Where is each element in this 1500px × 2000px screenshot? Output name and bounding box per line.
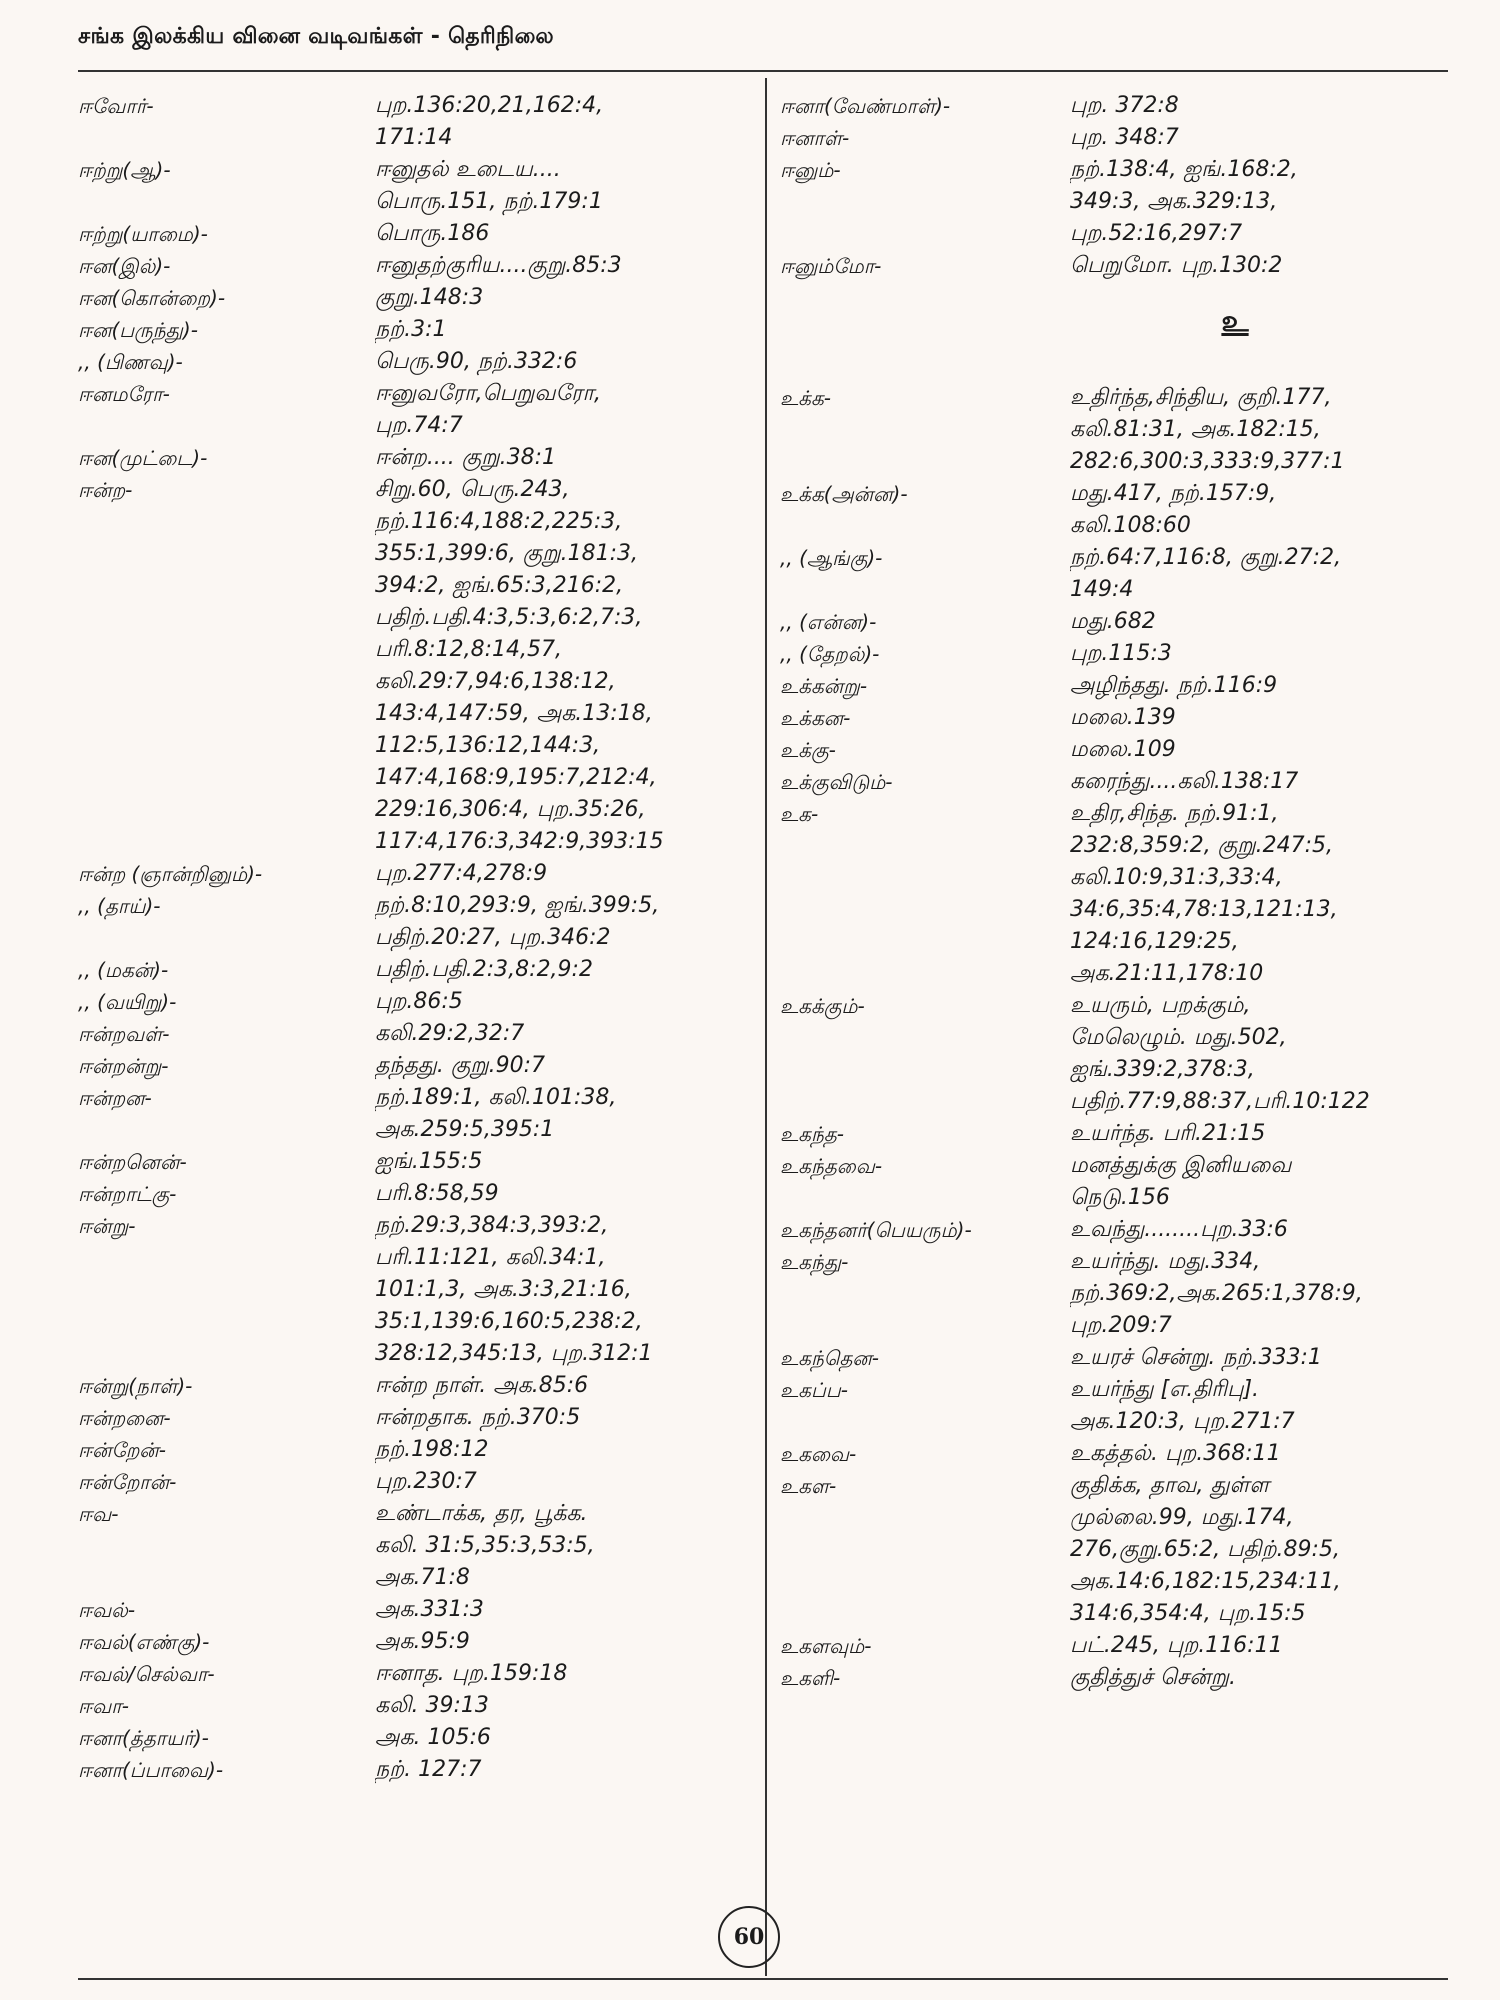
reference-line: புற.230:7 [375, 1469, 477, 1494]
entry-references [375, 378, 758, 442]
dictionary-entry [78, 282, 758, 314]
reference-line: உயரச் சென்று. நற்.333:1 [1070, 1345, 1322, 1370]
entry-references [375, 1402, 758, 1434]
reference-line: நற்.29:3,384:3,393:2, [375, 1213, 609, 1238]
entry-headword: உகந்தவை- [780, 1154, 883, 1178]
reference-line: 229:16,306:4, புற.35:26, [375, 797, 646, 822]
entry-references [375, 1722, 758, 1754]
reference-line: அக.259:5,395:1 [375, 1117, 555, 1142]
reference-line: ஈனுதற்குரிய....குறு.85:3 [375, 253, 622, 278]
reference-line: கலி. 39:13 [375, 1693, 489, 1718]
reference-line: 147:4,168:9,195:7,212:4, [375, 765, 657, 790]
dictionary-entry [78, 954, 758, 986]
dictionary-entry [780, 766, 1450, 798]
reference-line: அக.21:11,178:10 [1070, 961, 1264, 986]
entry-references [375, 474, 758, 858]
reference-line: ஈன்றதாக. நற்.370:5 [375, 1405, 581, 1430]
footer-rule [78, 1978, 1448, 1980]
entry-headword: ஈனும்- [780, 158, 841, 182]
entry-headword: ஈவோர்- [78, 94, 154, 118]
header-rule [78, 70, 1448, 72]
reference-line: நற்.189:1, கலி.101:38, [375, 1085, 617, 1110]
entry-headword: ஈவா- [78, 1694, 129, 1718]
dictionary-entry [780, 1246, 1450, 1342]
column-divider [765, 78, 767, 1976]
reference-line: 124:16,129:25, [1070, 929, 1239, 954]
entry-references [375, 1018, 758, 1050]
dictionary-entry [78, 1434, 758, 1466]
dictionary-entry [78, 858, 758, 890]
entry-headword: ,, (வயிறு)- [78, 990, 177, 1014]
reference-line: அக.120:3, புற.271:7 [1070, 1409, 1295, 1434]
entry-references [1070, 1150, 1450, 1214]
reference-line: 101:1,3, அக.3:3,21:16, [375, 1277, 632, 1302]
dictionary-entry [780, 702, 1450, 734]
reference-line: ஈனாத. புற.159:18 [375, 1661, 568, 1686]
dictionary-entry [78, 1466, 758, 1498]
entry-headword: உகப்ப- [780, 1378, 848, 1402]
right-column-top-entries [780, 90, 1450, 282]
entry-headword: ஈவல்(எண்கு)- [78, 1630, 210, 1654]
entry-headword: ஈவ- [78, 1502, 119, 1526]
entry-references [375, 1434, 758, 1466]
entry-headword: ஈன(பருந்து)- [78, 318, 198, 342]
reference-line: அக.95:9 [375, 1629, 470, 1654]
reference-line: புற.115:3 [1070, 641, 1172, 666]
entry-headword: உகவை- [780, 1442, 857, 1466]
entry-references [1070, 638, 1450, 670]
entry-headword: ஈன்ற- [78, 478, 133, 502]
reference-line: கரைந்து....கலி.138:17 [1070, 769, 1299, 794]
reference-line: பதிற்.பதி.4:3,5:3,6:2,7:3, [375, 605, 643, 630]
section-letter: உ [1221, 304, 1249, 339]
entry-references [1070, 122, 1450, 154]
entry-references [1070, 478, 1450, 542]
dictionary-entry [78, 1626, 758, 1658]
reference-line: உதிர்ந்த,சிந்திய, குறி.177, [1070, 385, 1332, 410]
reference-line: 171:14 [375, 125, 453, 150]
entry-references [375, 1690, 758, 1722]
dictionary-entry [780, 478, 1450, 542]
entry-headword: உகளவும்- [780, 1634, 872, 1658]
reference-line: உயர்ந்து [எ.திரிபு]. [1070, 1377, 1260, 1402]
entry-references [1070, 702, 1450, 734]
entry-headword: ,, (பிணவு)- [78, 350, 183, 374]
entry-references [1070, 542, 1450, 606]
dictionary-entry [78, 1690, 758, 1722]
entry-references [1070, 1438, 1450, 1470]
entry-references [375, 282, 758, 314]
entry-references [1070, 250, 1450, 282]
entry-references [375, 1178, 758, 1210]
dictionary-entry [780, 1118, 1450, 1150]
entry-references [375, 986, 758, 1018]
reference-line: உண்டாக்க, தர, பூக்க. [375, 1501, 588, 1526]
dictionary-entry [78, 250, 758, 282]
entry-headword: ஈன்றனை- [78, 1406, 171, 1430]
entry-headword: ஈனமரோ- [78, 382, 170, 406]
page-header: சங்க இலக்கிய வினை வடிவங்கள் - தெரிநிலை [78, 24, 554, 49]
entry-references [1070, 1374, 1450, 1438]
entry-references [375, 1370, 758, 1402]
entry-headword: ஈன்றனென்- [78, 1150, 187, 1174]
reference-line: புற.52:16,297:7 [1070, 221, 1243, 246]
entry-headword: ஈனா(த்தாயர்)- [78, 1726, 209, 1750]
entry-headword: ,, (தாய்)- [78, 894, 161, 918]
reference-line: மலை.109 [1070, 737, 1176, 762]
reference-line: ஈன்ற.... குறு.38:1 [375, 445, 556, 470]
reference-line: 282:6,300:3,333:9,377:1 [1070, 449, 1345, 474]
entry-references [1070, 1246, 1450, 1342]
entry-headword: ஈன்றன- [78, 1086, 152, 1110]
entry-headword: உக்க- [780, 386, 831, 410]
entry-headword: ஈனும்மோ- [780, 254, 882, 278]
reference-line: நற்.64:7,116:8, குறு.27:2, [1070, 545, 1342, 570]
reference-line: பதிற்.20:27, புற.346:2 [375, 925, 611, 950]
reference-line: பொரு.151, நற்.179:1 [375, 189, 603, 214]
reference-line: நற். 127:7 [375, 1757, 482, 1782]
reference-line: பதிற்.77:9,88:37,பரி.10:122 [1070, 1089, 1370, 1114]
reference-line: நற்.116:4,188:2,225:3, [375, 509, 623, 534]
entry-headword: உக்க(அன்ன)- [780, 482, 908, 506]
dictionary-entry [780, 1150, 1450, 1214]
entry-headword: ஈன(இல்)- [78, 254, 171, 278]
entry-references [375, 1754, 758, 1786]
dictionary-entry [780, 798, 1450, 990]
dictionary-entry [780, 1374, 1450, 1438]
section-heading [780, 298, 1450, 346]
entry-headword: ஈவல்- [78, 1598, 136, 1622]
dictionary-entry [780, 734, 1450, 766]
reference-line: புற.209:7 [1070, 1313, 1172, 1338]
reference-line: மலை.139 [1070, 705, 1176, 730]
reference-line: 34:6,35:4,78:13,121:13, [1070, 897, 1338, 922]
page-number: 60 [718, 1906, 780, 1968]
entry-headword: உக்கன்று- [780, 674, 868, 698]
entry-references [1070, 1662, 1450, 1694]
dictionary-entry [78, 1210, 758, 1370]
entry-headword: ,, (மகன்)- [78, 958, 169, 982]
right-column [780, 90, 1450, 1694]
reference-line: முல்லை.99, மது.174, [1070, 1505, 1294, 1530]
entry-references [375, 1050, 758, 1082]
reference-line: பெறுமோ. புற.130:2 [1070, 253, 1283, 278]
reference-line: பொரு.186 [375, 221, 490, 246]
entry-headword: உகளி- [780, 1666, 841, 1690]
entry-headword: ஈனா(ப்பாவை)- [78, 1758, 224, 1782]
reference-line: தந்தது. குறு.90:7 [375, 1053, 546, 1078]
reference-line: ஐங்.155:5 [375, 1149, 483, 1174]
reference-line: ஈனுவரோ,பெறுவரோ, [375, 381, 601, 406]
dictionary-entry [780, 122, 1450, 154]
dictionary-entry [78, 1050, 758, 1082]
reference-line: ஈன்ற நாள். அக.85:6 [375, 1373, 589, 1398]
entry-references [375, 346, 758, 378]
entry-references [375, 858, 758, 890]
entry-headword: ஈன(முட்டை)- [78, 446, 208, 470]
reference-line: கலி.108:60 [1070, 513, 1191, 538]
dictionary-entry [780, 638, 1450, 670]
dictionary-entry [78, 1178, 758, 1210]
reference-line: நற்.138:4, ஐங்.168:2, [1070, 157, 1298, 182]
reference-line: 143:4,147:59, அக.13:18, [375, 701, 653, 726]
dictionary-entry [780, 90, 1450, 122]
dictionary-entry [78, 1594, 758, 1626]
reference-line: ஐங்.339:2,378:3, [1070, 1057, 1255, 1082]
entry-references [375, 250, 758, 282]
entry-references [375, 1466, 758, 1498]
dictionary-entry [78, 218, 758, 250]
dictionary-entry [780, 250, 1450, 282]
entry-references [375, 890, 758, 954]
reference-line: 117:4,176:3,342:9,393:15 [375, 829, 664, 854]
reference-line: புற.136:20,21,162:4, [375, 93, 604, 118]
entry-references [375, 954, 758, 986]
dictionary-entry [78, 1082, 758, 1146]
reference-line: பரி.8:12,8:14,57, [375, 637, 562, 662]
reference-line: கலி.81:31, அக.182:15, [1070, 417, 1321, 442]
reference-line: கலி.10:9,31:3,33:4, [1070, 865, 1283, 890]
entry-headword: உகந்தனர்(பெயரும்)- [780, 1218, 972, 1242]
dictionary-entry [78, 1146, 758, 1178]
dictionary-entry [780, 1662, 1450, 1694]
dictionary-entry [78, 1498, 758, 1594]
dictionary-entry [78, 1658, 758, 1690]
dictionary-entry [780, 542, 1450, 606]
dictionary-entry [78, 442, 758, 474]
reference-line: 149:4 [1070, 577, 1134, 602]
entry-headword: உகந்து- [780, 1250, 849, 1274]
entry-headword: ,, (தேறல்)- [780, 642, 880, 666]
dictionary-entry [78, 154, 758, 218]
entry-headword: ஈன்றவள்- [78, 1022, 170, 1046]
reference-line: புற.86:5 [375, 989, 463, 1014]
reference-line: 35:1,139:6,160:5,238:2, [375, 1309, 643, 1334]
dictionary-entry [78, 1754, 758, 1786]
entry-references [1070, 1470, 1450, 1630]
reference-line: 314:6,354:4, புற.15:5 [1070, 1601, 1306, 1626]
reference-line: 328:12,345:13, புற.312:1 [375, 1341, 653, 1366]
reference-line: குதிக்க, தாவ, துள்ள [1070, 1473, 1270, 1498]
reference-line: 355:1,399:6, குறு.181:3, [375, 541, 638, 566]
dictionary-entry [78, 1370, 758, 1402]
reference-line: புற.277:4,278:9 [375, 861, 548, 886]
dictionary-entry [780, 670, 1450, 702]
dictionary-entry [780, 1438, 1450, 1470]
entry-headword: ,, (என்ன)- [780, 610, 877, 634]
dictionary-entry [780, 1214, 1450, 1246]
dictionary-entry [78, 474, 758, 858]
entry-headword: ஈன்றன்று- [78, 1054, 169, 1078]
entry-headword: ஈன்ற (ஞான்றினும்)- [78, 862, 263, 886]
entry-headword: ஈனாள்- [780, 126, 850, 150]
entry-headword: உகள- [780, 1474, 837, 1498]
entry-headword: உக- [780, 802, 819, 826]
reference-line: 112:5,136:12,144:3, [375, 733, 601, 758]
reference-line: நற்.198:12 [375, 1437, 489, 1462]
entry-references [375, 90, 758, 154]
entry-references [1070, 990, 1450, 1118]
reference-line: ஈனுதல் உடைய.... [375, 157, 561, 182]
dictionary-entry [78, 986, 758, 1018]
reference-line: உயர்ந்த. பரி.21:15 [1070, 1121, 1266, 1146]
reference-line: மது.682 [1070, 609, 1156, 634]
dictionary-entry [78, 1722, 758, 1754]
reference-line: பரி.11:121, கலி.34:1, [375, 1245, 606, 1270]
entry-references [375, 1594, 758, 1626]
entry-headword: உக்கன- [780, 706, 851, 730]
entry-references [375, 1658, 758, 1690]
entry-headword: ஈன்றாட்கு- [78, 1182, 177, 1206]
reference-line: நற்.3:1 [375, 317, 447, 342]
entry-references [1070, 798, 1450, 990]
entry-references [1070, 1118, 1450, 1150]
reference-line: கலி. 31:5,35:3,53:5, [375, 1533, 595, 1558]
entry-references [1070, 90, 1450, 122]
reference-line: 394:2, ஐங்.65:3,216:2, [375, 573, 624, 598]
entry-headword: ஈன்று- [78, 1214, 136, 1238]
reference-line: நற்.8:10,293:9, ஐங்.399:5, [375, 893, 660, 918]
reference-line: நெடு.156 [1070, 1185, 1170, 1210]
dictionary-entry [78, 1402, 758, 1434]
entry-references [1070, 670, 1450, 702]
entry-references [375, 1210, 758, 1370]
entry-references [375, 1498, 758, 1594]
reference-line: மது.417, நற்.157:9, [1070, 481, 1277, 506]
reference-line: மேலெழும். மது.502, [1070, 1025, 1287, 1050]
dictionary-entry [78, 346, 758, 378]
dictionary-entry [780, 1630, 1450, 1662]
dictionary-entry [780, 382, 1450, 478]
dictionary-entry [78, 314, 758, 346]
right-column-bottom-entries [780, 382, 1450, 1694]
entry-headword: உக்குவிடும்- [780, 770, 893, 794]
entry-headword: ஈன(கொன்றை)- [78, 286, 226, 310]
entry-headword: உகந்த- [780, 1122, 845, 1146]
entry-headword: ஈன்றோன்- [78, 1470, 177, 1494]
entry-headword: ஈனா(வேண்மாள்)- [780, 94, 951, 118]
entry-headword: உகந்தென- [780, 1346, 879, 1370]
entry-references [375, 1626, 758, 1658]
entry-references [375, 1146, 758, 1178]
entry-headword: உகக்கும்- [780, 994, 865, 1018]
reference-line: அழிந்தது. நற்.116:9 [1070, 673, 1278, 698]
entry-headword: ஈன்றேன்- [78, 1438, 166, 1462]
entry-references [375, 218, 758, 250]
entry-references [375, 154, 758, 218]
reference-line: கலி.29:7,94:6,138:12, [375, 669, 616, 694]
reference-line: குதித்துச் சென்று. [1070, 1665, 1237, 1690]
dictionary-entry [780, 1342, 1450, 1374]
reference-line: அக.71:8 [375, 1565, 470, 1590]
entry-references [375, 442, 758, 474]
entry-references [375, 314, 758, 346]
reference-line: அக.14:6,182:15,234:11, [1070, 1569, 1341, 1594]
reference-line: புற.74:7 [375, 413, 463, 438]
entry-headword: ,, (ஆங்கு)- [780, 546, 883, 570]
dictionary-entry [78, 90, 758, 154]
reference-line: உவந்து........புற.33:6 [1070, 1217, 1288, 1242]
reference-line: பட்.245, புற.116:11 [1070, 1633, 1283, 1658]
reference-line: புற. 348:7 [1070, 125, 1179, 150]
reference-line: 232:8,359:2, குறு.247:5, [1070, 833, 1333, 858]
entry-headword: உக்கு- [780, 738, 836, 762]
reference-line: உயரும், பறக்கும், [1070, 993, 1251, 1018]
reference-line: அக. 105:6 [375, 1725, 491, 1750]
reference-line: நற்.369:2,அக.265:1,378:9, [1070, 1281, 1363, 1306]
entry-headword: ஈன்று(நாள்)- [78, 1374, 193, 1398]
reference-line: சிறு.60, பெரு.243, [375, 477, 570, 502]
entry-references [1070, 606, 1450, 638]
dictionary-entry [780, 154, 1450, 250]
entry-headword: ஈவல்/செல்வா- [78, 1662, 215, 1686]
entry-references [1070, 1214, 1450, 1246]
entry-references [1070, 382, 1450, 478]
dictionary-entry [780, 990, 1450, 1118]
reference-line: உகத்தல். புற.368:11 [1070, 1441, 1281, 1466]
reference-line: பரி.8:58,59 [375, 1181, 499, 1206]
reference-line: மனத்துக்கு இனியவை [1070, 1153, 1292, 1178]
dictionary-entry [78, 890, 758, 954]
left-column [78, 90, 758, 1786]
entry-references [1070, 766, 1450, 798]
entry-references [1070, 154, 1450, 250]
dictionary-entry [78, 1018, 758, 1050]
entry-references [1070, 1630, 1450, 1662]
dictionary-entry [780, 606, 1450, 638]
entry-headword: ஈற்று(ஆ)- [78, 158, 171, 182]
reference-line: புற. 372:8 [1070, 93, 1179, 118]
dictionary-entry [780, 1470, 1450, 1630]
entry-references [375, 1082, 758, 1146]
reference-line: உதிர,சிந்த. நற்.91:1, [1070, 801, 1279, 826]
reference-line: பதிற்.பதி.2:3,8:2,9:2 [375, 957, 593, 982]
entry-headword: ஈற்று(யாமை)- [78, 222, 208, 246]
dictionary-entry [78, 378, 758, 442]
reference-line: 276,குறு.65:2, பதிற்.89:5, [1070, 1537, 1340, 1562]
entry-references [1070, 734, 1450, 766]
reference-line: கலி.29:2,32:7 [375, 1021, 525, 1046]
reference-line: உயர்ந்து. மது.334, [1070, 1249, 1261, 1274]
reference-line: குறு.148:3 [375, 285, 484, 310]
reference-line: அக.331:3 [375, 1597, 484, 1622]
entry-references [1070, 1342, 1450, 1374]
reference-line: பெரு.90, நற்.332:6 [375, 349, 578, 374]
reference-line: 349:3, அக.329:13, [1070, 189, 1278, 214]
